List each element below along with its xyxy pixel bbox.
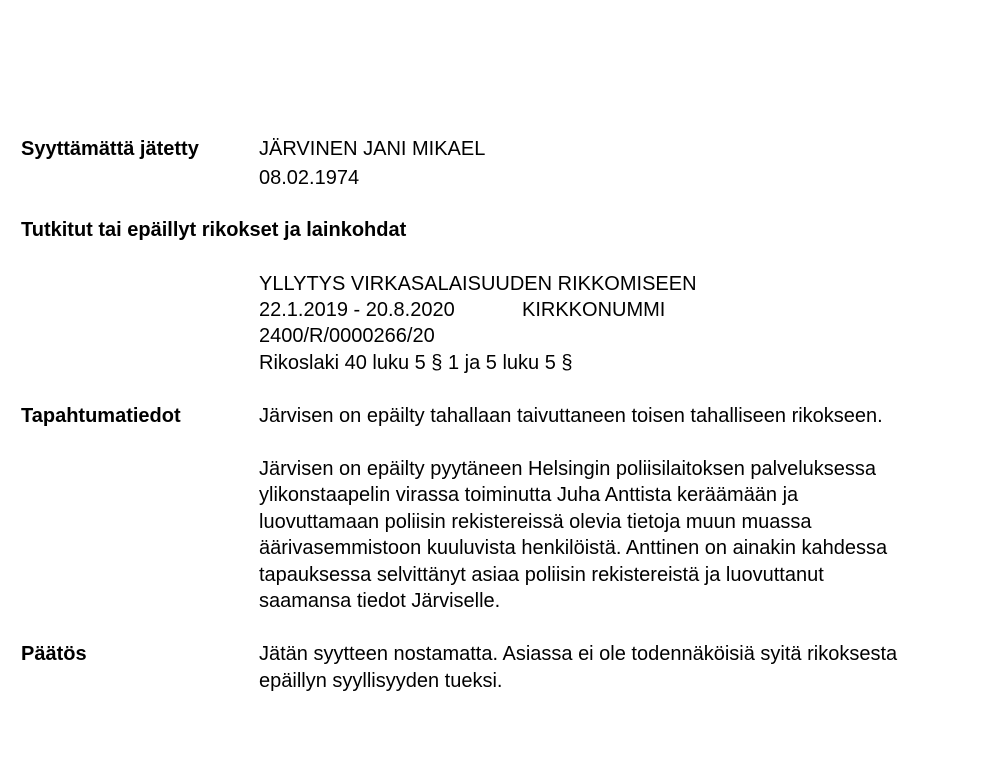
- subject-label: Syyttämättä jätetty: [21, 138, 199, 160]
- events-line: luovuttamaan poliisin rekistereissä olevia tietoja muun muassa: [259, 511, 812, 533]
- offence-place: KIRKKONUMMI: [522, 299, 666, 321]
- offence-title: YLLYTYS VIRKASALAISUUDEN RIKKOMISEEN: [259, 273, 697, 295]
- decision-line: epäillyn syyllisyyden tueksi.: [259, 670, 503, 692]
- offence-period: 22.1.2019 - 20.8.2020: [259, 299, 455, 321]
- events-line: tapauksessa selvittänyt asiaa poliisin rekistereistä ja luovuttanut: [259, 564, 824, 586]
- events-line: saamansa tiedot Järviselle.: [259, 590, 501, 612]
- offences-heading: Tutkitut tai epäillyt rikokset ja lainkohdat: [21, 219, 407, 241]
- events-line: äärivasemmistoon kuuluvista henkilöistä. Anttinen on ainakin kahdessa: [259, 537, 888, 559]
- events-label: Tapahtumatiedot: [21, 405, 181, 427]
- decision-line: Jätän syytteen nostamatta. Asiassa ei ole todennäköisiä syitä rikoksesta: [259, 643, 898, 665]
- case-number: 2400/R/0000266/20: [259, 325, 435, 347]
- law-reference: Rikoslaki 40 luku 5 § 1 ja 5 luku 5 §: [259, 352, 573, 374]
- decision-label: Päätös: [21, 643, 87, 665]
- events-line: ylikonstaapelin virassa toiminutta Juha Anttista keräämään ja: [259, 484, 799, 506]
- events-line: Järvisen on epäilty pyytäneen Helsingin poliisilaitoksen palveluksessa: [259, 458, 877, 480]
- subject-name: JÄRVINEN JANI MIKAEL: [259, 138, 486, 160]
- events-summary: Järvisen on epäilty tahallaan taivuttaneen toisen tahalliseen rikokseen.: [259, 405, 883, 427]
- subject-birth-date: 08.02.1974: [259, 167, 360, 189]
